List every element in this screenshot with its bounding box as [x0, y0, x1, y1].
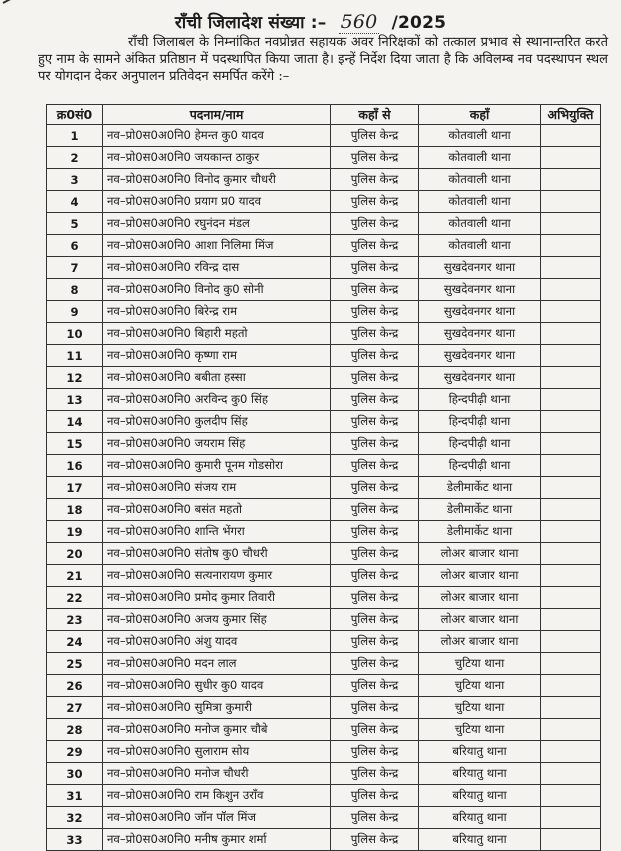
table-row [47, 741, 601, 763]
name-cell: नव–प्रो0स0अ0नि0 राम किशुन उराँव [103, 785, 331, 807]
table-row [47, 697, 601, 719]
table-row [47, 609, 601, 631]
to-cell: लोअर बाजार थाना [419, 631, 541, 653]
name-cell: नव–प्रो0स0अ0नि0 आशा निलिमा मिंज [103, 235, 331, 257]
header-to: कहाँ [419, 105, 541, 125]
name-cell: नव–प्रो0स0अ0नि0 मनोज कुमार चौबे [103, 719, 331, 741]
table-row [47, 213, 601, 235]
from-cell: पुलिस केन्द्र [331, 147, 419, 169]
serial-cell: 17 [47, 477, 103, 499]
to-cell: कोतवाली थाना [419, 147, 541, 169]
remarks-cell [541, 345, 601, 367]
table-row [47, 323, 601, 345]
remarks-cell [541, 257, 601, 279]
table-row [47, 147, 601, 169]
table-row [47, 499, 601, 521]
name-cell: नव–प्रो0स0अ0नि0 जॉन पॉल मिंज [103, 807, 331, 829]
table-row [47, 675, 601, 697]
name-cell: नव–प्रो0स0अ0नि0 संजय राम [103, 477, 331, 499]
name-cell: नव–प्रो0स0अ0नि0 अंशु यादव [103, 631, 331, 653]
from-cell: पुलिस केन्द्र [331, 565, 419, 587]
order-number: 560 [340, 11, 378, 33]
name-cell: नव–प्रो0स0अ0नि0 रविन्द्र दास [103, 257, 331, 279]
serial-cell: 19 [47, 521, 103, 543]
name-cell: नव–प्रो0स0अ0नि0 जयकान्त ठाकुर [103, 147, 331, 169]
from-cell: पुलिस केन्द्र [331, 323, 419, 345]
name-cell: नव–प्रो0स0अ0नि0 मनीष कुमार शर्मा [103, 829, 331, 851]
from-cell: पुलिस केन्द्र [331, 587, 419, 609]
remarks-cell [541, 169, 601, 191]
name-cell: नव–प्रो0स0अ0नि0 सुमित्रा कुमारी [103, 697, 331, 719]
table-row [47, 279, 601, 301]
table-row [47, 587, 601, 609]
remarks-cell [541, 675, 601, 697]
serial-cell: 14 [47, 411, 103, 433]
serial-cell: 22 [47, 587, 103, 609]
table-row [47, 477, 601, 499]
from-cell: पुलिस केन्द्र [331, 499, 419, 521]
from-cell: पुलिस केन्द्र [331, 785, 419, 807]
to-cell: कोतवाली थाना [419, 169, 541, 191]
remarks-cell [541, 301, 601, 323]
remarks-cell [541, 565, 601, 587]
to-cell: बरियातु थाना [419, 741, 541, 763]
header-serial: क्र0सं0 [47, 105, 103, 125]
from-cell: पुलिस केन्द्र [331, 631, 419, 653]
table-row [47, 257, 601, 279]
table-row [47, 345, 601, 367]
to-cell: चुटिया थाना [419, 653, 541, 675]
table-row [47, 301, 601, 323]
from-cell: पुलिस केन्द्र [331, 741, 419, 763]
table-row [47, 433, 601, 455]
table-row [47, 169, 601, 191]
to-cell: लोअर बाजार थाना [419, 543, 541, 565]
to-cell: सुखदेवनगर थाना [419, 279, 541, 301]
to-cell: बरियातु थाना [419, 807, 541, 829]
to-cell: कोतवाली थाना [419, 235, 541, 257]
remarks-cell [541, 587, 601, 609]
serial-cell: 26 [47, 675, 103, 697]
from-cell: पुलिस केन्द्र [331, 301, 419, 323]
table-row [47, 543, 601, 565]
from-cell: पुलिस केन्द्र [331, 609, 419, 631]
name-cell: नव–प्रो0स0अ0नि0 सुधीर कु0 यादव [103, 675, 331, 697]
from-cell: पुलिस केन्द्र [331, 191, 419, 213]
from-cell: पुलिस केन्द्र [331, 345, 419, 367]
name-cell: नव–प्रो0स0अ0नि0 कृष्णा राम [103, 345, 331, 367]
remarks-cell [541, 279, 601, 301]
to-cell: सुखदेवनगर थाना [419, 367, 541, 389]
transfer-table [46, 104, 601, 851]
to-cell: हिन्दपीढ़ी थाना [419, 455, 541, 477]
serial-cell: 9 [47, 301, 103, 323]
from-cell: पुलिस केन्द्र [331, 257, 419, 279]
to-cell: हिन्दपीढ़ी थाना [419, 433, 541, 455]
table-row [47, 653, 601, 675]
to-cell: कोतवाली थाना [419, 191, 541, 213]
remarks-cell [541, 367, 601, 389]
from-cell: पुलिस केन्द्र [331, 719, 419, 741]
from-cell: पुलिस केन्द्र [331, 169, 419, 191]
remarks-cell [541, 323, 601, 345]
to-cell: चुटिया थाना [419, 719, 541, 741]
table-row [47, 785, 601, 807]
from-cell: पुलिस केन्द्र [331, 521, 419, 543]
table-row [47, 631, 601, 653]
remarks-cell [541, 719, 601, 741]
serial-cell: 12 [47, 367, 103, 389]
header-name: पदनाम/नाम [103, 105, 331, 125]
serial-cell: 16 [47, 455, 103, 477]
from-cell: पुलिस केन्द्र [331, 653, 419, 675]
table-row [47, 719, 601, 741]
to-cell: चुटिया थाना [419, 697, 541, 719]
serial-cell: 4 [47, 191, 103, 213]
table-row [47, 367, 601, 389]
remarks-cell [541, 653, 601, 675]
remarks-cell [541, 499, 601, 521]
table-row [47, 191, 601, 213]
serial-cell: 1 [47, 125, 103, 147]
to-cell: कोतवाली थाना [419, 125, 541, 147]
remarks-cell [541, 477, 601, 499]
from-cell: पुलिस केन्द्र [331, 543, 419, 565]
serial-cell: 6 [47, 235, 103, 257]
table-row [47, 235, 601, 257]
from-cell: पुलिस केन्द्र [331, 697, 419, 719]
table-body [47, 125, 601, 851]
serial-cell: 23 [47, 609, 103, 631]
name-cell: नव–प्रो0स0अ0नि0 शान्ति भेंगरा [103, 521, 331, 543]
table-row [47, 807, 601, 829]
table-row [47, 411, 601, 433]
to-cell: डेलीमार्केट थाना [419, 477, 541, 499]
to-cell: लोअर बाजार थाना [419, 587, 541, 609]
table-row [47, 829, 601, 851]
to-cell: सुखदेवनगर थाना [419, 345, 541, 367]
from-cell: पुलिस केन्द्र [331, 829, 419, 851]
to-cell: बरियातु थाना [419, 763, 541, 785]
serial-cell: 3 [47, 169, 103, 191]
serial-cell: 21 [47, 565, 103, 587]
serial-cell: 18 [47, 499, 103, 521]
from-cell: पुलिस केन्द्र [331, 125, 419, 147]
order-intro-paragraph: राँची जिलाबल के निम्नांकित नवप्रोन्नत सहायक अवर निरिक्षकों को तत्काल प्रभाव से स्थानान्तरित करते हुए नाम के सामने अंकित प्रतिष्ठान में पदस्थापित किया जाता है। इन्हें निर्देश दिया जाता है कि अविलम्ब नव पदस्थापन स्थल पर योगदान देकर अनुपालन प्रतिवेदन समर्पित करेंगे :– [38, 35, 608, 84]
name-cell: नव–प्रो0स0अ0नि0 बबीता हस्सा [103, 367, 331, 389]
remarks-cell [541, 631, 601, 653]
from-cell: पुलिस केन्द्र [331, 455, 419, 477]
remarks-cell [541, 741, 601, 763]
remarks-cell [541, 807, 601, 829]
table-row [47, 389, 601, 411]
from-cell: पुलिस केन्द्र [331, 675, 419, 697]
remarks-cell [541, 543, 601, 565]
name-cell: नव–प्रो0स0अ0नि0 प्रयाग प्र0 यादव [103, 191, 331, 213]
to-cell: लोअर बाजार थाना [419, 565, 541, 587]
name-cell: नव–प्रो0स0अ0नि0 मदन लाल [103, 653, 331, 675]
serial-cell: 33 [47, 829, 103, 851]
remarks-cell [541, 763, 601, 785]
from-cell: पुलिस केन्द्र [331, 763, 419, 785]
to-cell: लोअर बाजार थाना [419, 609, 541, 631]
table-row [47, 763, 601, 785]
pen-stroke-mark [3, 0, 34, 4]
page-title [0, 10, 621, 34]
order-title: राँची जिलादेश संख्या :– [174, 13, 327, 33]
name-cell: नव–प्रो0स0अ0नि0 सत्यनारायण कुमार [103, 565, 331, 587]
name-cell: नव–प्रो0स0अ0नि0 कुमारी पूनम गोडसोरा [103, 455, 331, 477]
table-row [47, 565, 601, 587]
remarks-cell [541, 389, 601, 411]
remarks-cell [541, 125, 601, 147]
remarks-cell [541, 521, 601, 543]
from-cell: पुलिस केन्द्र [331, 389, 419, 411]
remarks-cell [541, 785, 601, 807]
to-cell: डेलीमार्केट थाना [419, 521, 541, 543]
name-cell: नव–प्रो0स0अ0नि0 कुलदीप सिंह [103, 411, 331, 433]
remarks-cell [541, 235, 601, 257]
serial-cell: 25 [47, 653, 103, 675]
serial-cell: 5 [47, 213, 103, 235]
to-cell: सुखदेवनगर थाना [419, 323, 541, 345]
remarks-cell [541, 609, 601, 631]
from-cell: पुलिस केन्द्र [331, 367, 419, 389]
remarks-cell [541, 191, 601, 213]
serial-cell: 27 [47, 697, 103, 719]
name-cell: नव–प्रो0स0अ0नि0 संतोष कु0 चौधरी [103, 543, 331, 565]
name-cell: नव–प्रो0स0अ0नि0 विनोद कुमार चौधरी [103, 169, 331, 191]
serial-cell: 31 [47, 785, 103, 807]
name-cell: नव–प्रो0स0अ0नि0 सुलाराम सोय [103, 741, 331, 763]
remarks-cell [541, 829, 601, 851]
name-cell: नव–प्रो0स0अ0नि0 बिरेन्द्र राम [103, 301, 331, 323]
to-cell: हिन्दपीढ़ी थाना [419, 389, 541, 411]
order-year: /2025 [391, 13, 447, 33]
serial-cell: 32 [47, 807, 103, 829]
from-cell: पुलिस केन्द्र [331, 433, 419, 455]
to-cell: चुटिया थाना [419, 675, 541, 697]
to-cell: बरियातु थाना [419, 785, 541, 807]
remarks-cell [541, 147, 601, 169]
from-cell: पुलिस केन्द्र [331, 411, 419, 433]
to-cell: हिन्दपीढ़ी थाना [419, 411, 541, 433]
serial-cell: 2 [47, 147, 103, 169]
remarks-cell [541, 213, 601, 235]
from-cell: पुलिस केन्द्र [331, 235, 419, 257]
serial-cell: 28 [47, 719, 103, 741]
remarks-cell [541, 697, 601, 719]
from-cell: पुलिस केन्द्र [331, 213, 419, 235]
remarks-cell [541, 433, 601, 455]
name-cell: नव–प्रो0स0अ0नि0 हेमन्त कु0 यादव [103, 125, 331, 147]
from-cell: पुलिस केन्द्र [331, 807, 419, 829]
serial-cell: 24 [47, 631, 103, 653]
header-remarks: अभियुक्ति [541, 105, 601, 125]
from-cell: पुलिस केन्द्र [331, 279, 419, 301]
name-cell: नव–प्रो0स0अ0नि0 मनोज चौधरी [103, 763, 331, 785]
serial-cell: 15 [47, 433, 103, 455]
header-from: कहाँ से [331, 105, 419, 125]
name-cell: नव–प्रो0स0अ0नि0 रघुनंदन मंडल [103, 213, 331, 235]
name-cell: नव–प्रो0स0अ0नि0 जयराम सिंह [103, 433, 331, 455]
remarks-cell [541, 455, 601, 477]
serial-cell: 11 [47, 345, 103, 367]
serial-cell: 13 [47, 389, 103, 411]
to-cell: सुखदेवनगर थाना [419, 301, 541, 323]
table-row [47, 125, 601, 147]
to-cell: बरियातु थाना [419, 829, 541, 851]
table-row [47, 455, 601, 477]
serial-cell: 7 [47, 257, 103, 279]
serial-cell: 8 [47, 279, 103, 301]
to-cell: कोतवाली थाना [419, 213, 541, 235]
from-cell: पुलिस केन्द्र [331, 477, 419, 499]
to-cell: डेलीमार्केट थाना [419, 499, 541, 521]
name-cell: नव–प्रो0स0अ0नि0 बिहारी महतो [103, 323, 331, 345]
remarks-cell [541, 411, 601, 433]
name-cell: नव–प्रो0स0अ0नि0 बसंत महतो [103, 499, 331, 521]
serial-cell: 29 [47, 741, 103, 763]
table-header-row [47, 105, 601, 125]
name-cell: नव–प्रो0स0अ0नि0 अजय कुमार सिंह [103, 609, 331, 631]
name-cell: नव–प्रो0स0अ0नि0 प्रमोद कुमार तिवारी [103, 587, 331, 609]
serial-cell: 10 [47, 323, 103, 345]
serial-cell: 30 [47, 763, 103, 785]
serial-cell: 20 [47, 543, 103, 565]
table-row [47, 521, 601, 543]
name-cell: नव–प्रो0स0अ0नि0 विनोद कु0 सोनी [103, 279, 331, 301]
name-cell: नव–प्रो0स0अ0नि0 अरविन्द कु0 सिंह [103, 389, 331, 411]
to-cell: सुखदेवनगर थाना [419, 257, 541, 279]
